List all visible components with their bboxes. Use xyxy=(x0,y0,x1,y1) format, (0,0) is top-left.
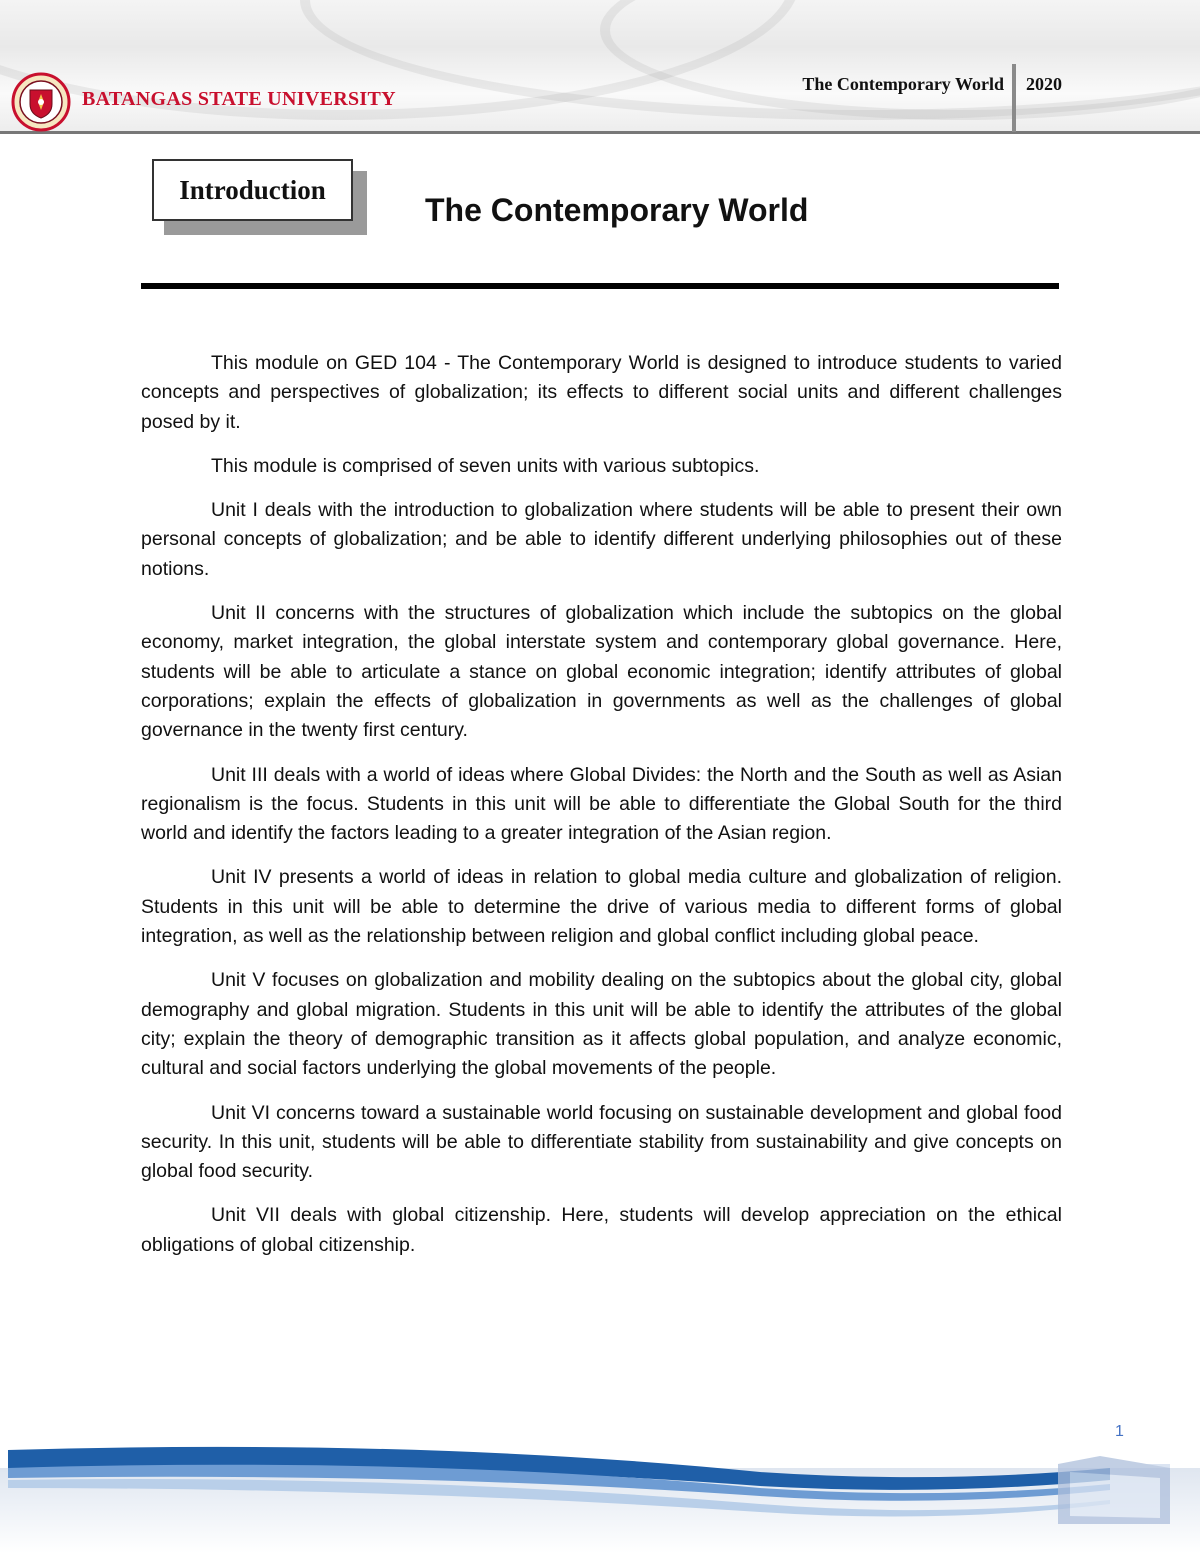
header-course-title: The Contemporary World xyxy=(802,74,1004,94)
title-rule xyxy=(141,283,1059,289)
intro-label: Introduction xyxy=(179,174,326,205)
page-title: The Contemporary World xyxy=(425,192,809,228)
paragraph-unit-5: Unit V focuses on globalization and mobility dealing on the subtopics about the global city, global demography and global migration. Students in this unit will be able to identify the attributes of the global city; explain the theory of demographic transition as it affects global population, and analyze economic, cultural and social factors underlying the global movements of the people. xyxy=(141,969,1062,1080)
paragraph-unit-2: Unit II concerns with the structures of globalization which include the subtopics on the global economy, market integration, the global interstate system and contemporary global governance. Here, students will be able to articulate a stance on global economic integration; identify attributes of global corporations; explain the effects of globalization in governments as well as the challenges of global governance in the twenty first century. xyxy=(141,602,1062,742)
header-banner xyxy=(0,0,1200,134)
paragraph-overview: This module on GED 104 - The Contemporary World is designed to introduce students to varied concepts and perspectives of globalization; its effects to different social units and different challenges posed by it. xyxy=(141,352,1062,433)
university-name: BATANGAS STATE UNIVERSITY xyxy=(82,88,396,110)
header-year: 2020 xyxy=(1026,74,1062,94)
page-number: 1 xyxy=(1115,1423,1124,1440)
intro-box xyxy=(152,159,353,221)
paragraph-units-summary: This module is comprised of seven units with various subtopics. xyxy=(211,454,760,477)
university-seal-icon xyxy=(8,72,74,132)
paragraph-unit-1: Unit I deals with the introduction to globalization where students will be able to present their own personal concepts of globalization; and be able to identify different underlying philosophies out of these notions. xyxy=(141,499,1062,580)
footer-wave-graphic xyxy=(0,1438,1200,1553)
header-divider xyxy=(1012,64,1016,132)
paragraph-unit-7: Unit VII deals with global citizenship. Here, students will develop appreciation on the ethical obligations of global citizenship. xyxy=(141,1204,1062,1256)
paragraph-unit-4: Unit IV presents a world of ideas in relation to global media culture and globalization of religion. Students in this unit will be able to determine the drive of various media to different forms of global integration, as well as the relationship between religion and global conflict including global peace. xyxy=(141,866,1062,948)
header-bottom-rule xyxy=(0,131,1200,134)
paragraph-unit-3: Unit III deals with a world of ideas where Global Divides: the North and the South as well as Asian regionalism is the focus. Students in this unit will be able to differentiate the Global South for the third world and identify the factors leading to a greater integration of the Asian region. xyxy=(141,763,1062,845)
body-text xyxy=(141,349,1062,1275)
paragraph-unit-6: Unit VI concerns toward a sustainable world focusing on sustainable development and global food security. In this unit, students will be able to differentiate stability from sustainability and give concepts on global food security. xyxy=(141,1101,1062,1183)
